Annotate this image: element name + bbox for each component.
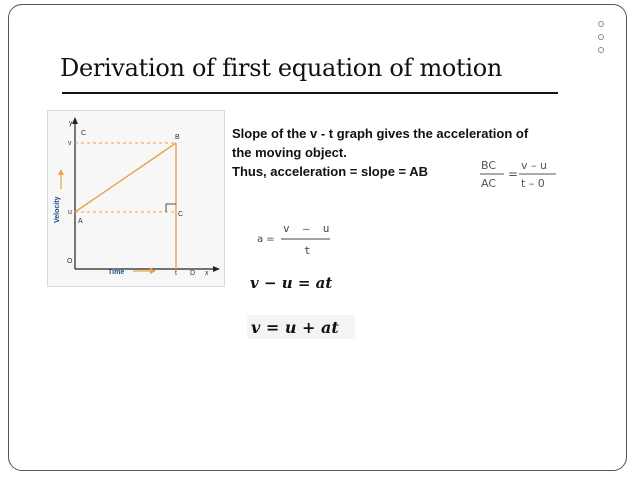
- title-underline: [62, 92, 558, 94]
- first-equation-text: v = u + at: [251, 318, 339, 337]
- point-c-top-label: C: [81, 130, 87, 137]
- axis-y-label: y: [69, 120, 73, 127]
- point-a-label: A: [78, 218, 83, 225]
- first-equation-of-motion: [247, 315, 355, 339]
- nav-dot: [598, 34, 604, 40]
- point-b-label: B: [175, 134, 180, 141]
- body-line-1: Slope of the v - t graph gives the acceleration of: [232, 126, 529, 141]
- slide-nav-dots: [598, 21, 604, 53]
- axis-x-label: x: [205, 270, 209, 277]
- acceleration-formula: [248, 219, 338, 261]
- body-line-3: Thus, acceleration = slope = AB: [232, 164, 429, 179]
- time-axis-label: Time: [108, 269, 125, 276]
- velocity-time-graph: [47, 110, 225, 287]
- body-line-2: the moving object.: [232, 145, 347, 160]
- equation-v-minus-u-text: v − u = at: [250, 274, 333, 292]
- nav-dot: [598, 47, 604, 53]
- fraction-denominator-ac: AC: [481, 177, 497, 190]
- fraction-equals: =: [508, 167, 519, 181]
- slope-fraction-equation: [478, 154, 558, 192]
- origin-label: O: [67, 258, 73, 265]
- velocity-axis-label: Velocity: [54, 196, 61, 223]
- nav-dot: [598, 21, 604, 27]
- point-d-label: D: [190, 270, 196, 277]
- accel-denominator: t: [304, 244, 311, 257]
- accel-lhs: a =: [257, 234, 275, 245]
- fraction-numerator-v-u: v – u: [521, 159, 547, 172]
- fraction-denominator-t-0: t – 0: [521, 177, 545, 190]
- tick-v-label: v: [68, 140, 72, 147]
- slide-body-text: [232, 124, 617, 181]
- accel-numerator: v – u: [283, 222, 330, 235]
- point-c-right-label: C: [178, 211, 184, 218]
- tick-t-label: t: [175, 270, 177, 277]
- slide-title: Derivation of first equation of motion: [60, 54, 503, 82]
- fraction-numerator-bc: BC: [481, 159, 497, 172]
- tick-u-label: u: [68, 209, 72, 216]
- equation-v-minus-u: [248, 272, 354, 294]
